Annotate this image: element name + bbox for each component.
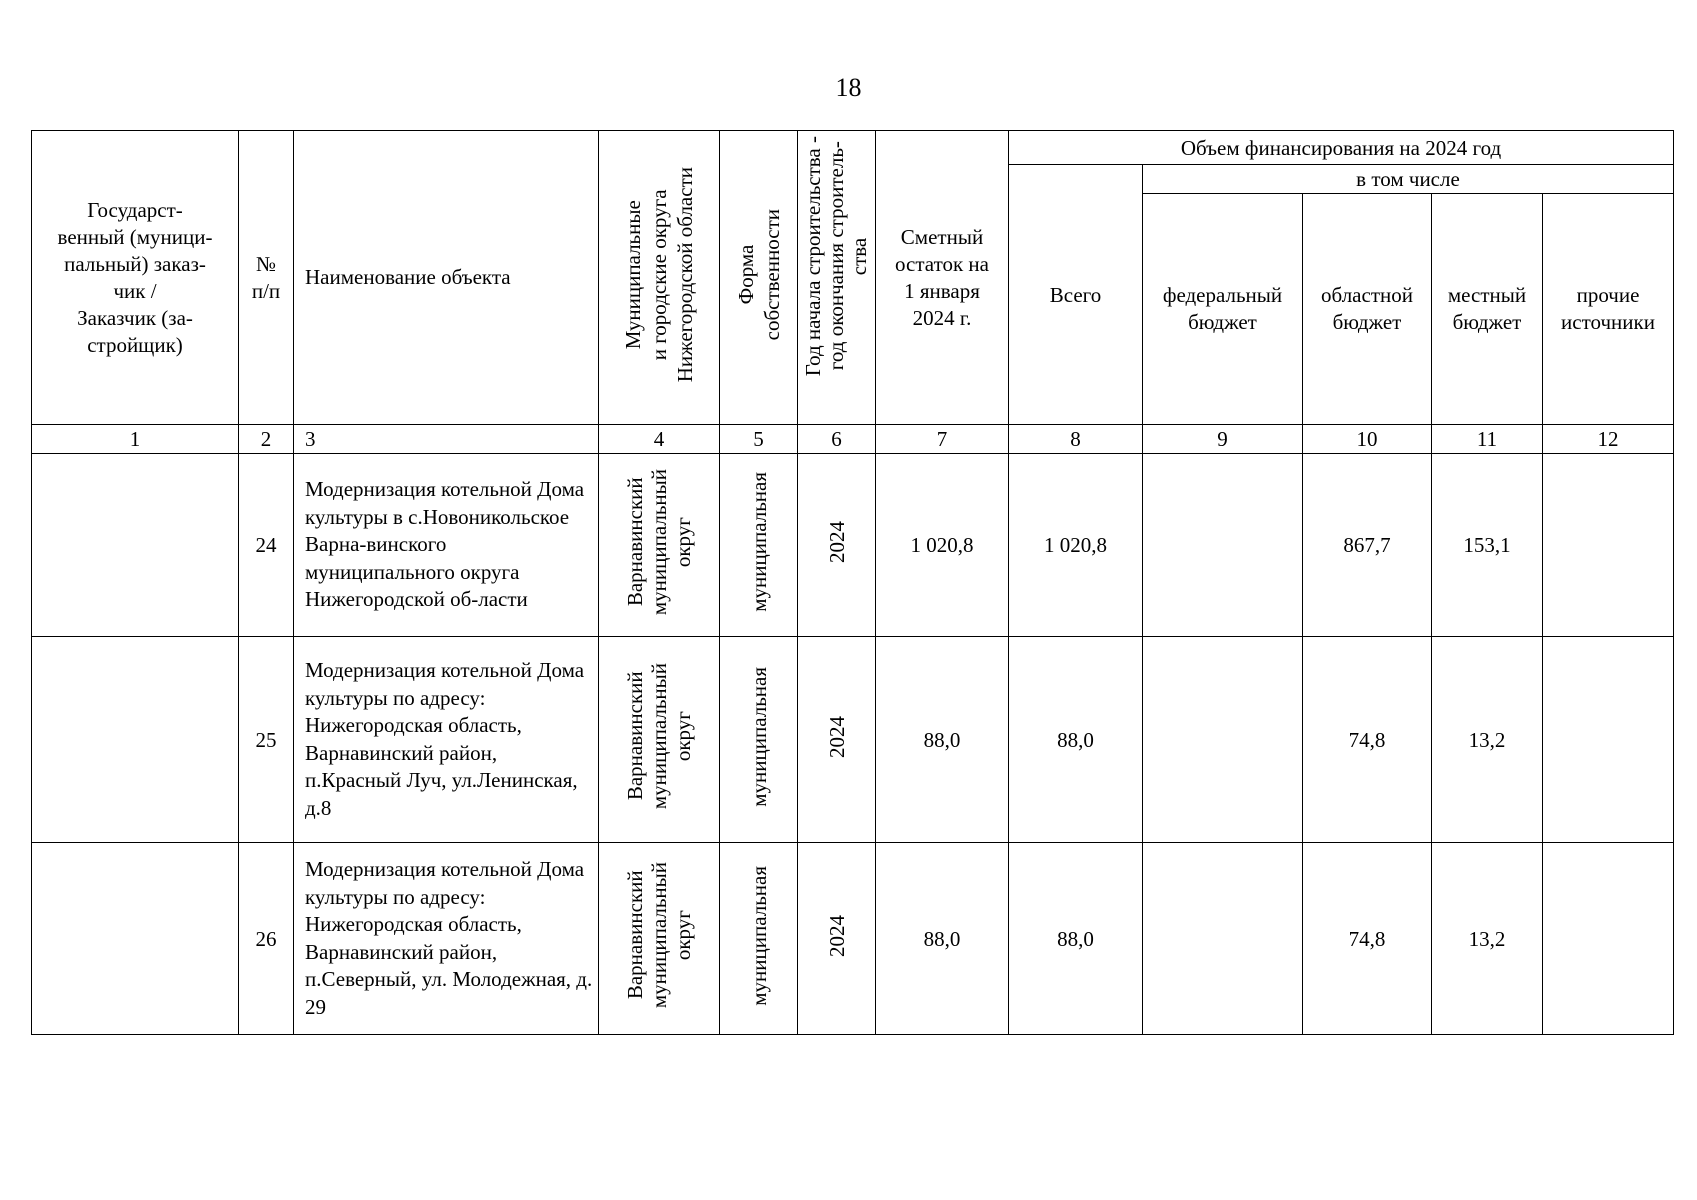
row-ownership xyxy=(720,637,798,843)
header-object-name: Наименование объекта xyxy=(294,131,599,425)
row-municipality-text: Варнавинский муниципальный округ xyxy=(623,663,695,810)
row-customer xyxy=(32,637,239,843)
header-years-text: Год начала строительства - год окончания строитель- ства xyxy=(801,135,871,376)
column-number: 3 xyxy=(294,425,599,454)
row-object-name: Модернизация котельной Дома культуры в с.Новоникольское Варна-винского муниципального округа Нижегородской об-ласти xyxy=(294,454,599,637)
row-other xyxy=(1543,843,1674,1035)
column-number: 4 xyxy=(599,425,720,454)
row-ownership xyxy=(720,454,798,637)
row-ownership-text: муниципальная xyxy=(746,666,771,807)
row-federal xyxy=(1143,843,1303,1035)
table-row xyxy=(32,454,1674,637)
financing-table xyxy=(31,130,1674,1035)
row-regional: 867,7 xyxy=(1303,454,1432,637)
header-customer: Государст- венный (муници- пальный) заказ- чик / Заказчик (за- стройщик) xyxy=(32,131,239,425)
row-estimated-remainder: 88,0 xyxy=(876,843,1009,1035)
column-number: 6 xyxy=(798,425,876,454)
header-row-1 xyxy=(32,131,1674,165)
row-municipality xyxy=(599,843,720,1035)
column-number: 10 xyxy=(1303,425,1432,454)
column-number: 9 xyxy=(1143,425,1303,454)
row-local: 13,2 xyxy=(1432,637,1543,843)
header-local: местный бюджет xyxy=(1432,194,1543,425)
column-number: 11 xyxy=(1432,425,1543,454)
row-ownership-text: муниципальная xyxy=(746,865,771,1006)
row-object-name: Модернизация котельной Дома культуры по адресу: Нижегородская область, Варнавинский район, п.Северный, ул. Молодежная, д. 29 xyxy=(294,843,599,1035)
row-total: 88,0 xyxy=(1009,843,1143,1035)
row-customer xyxy=(32,454,239,637)
row-total: 88,0 xyxy=(1009,637,1143,843)
row-years xyxy=(798,637,876,843)
header-federal: федеральный бюджет xyxy=(1143,194,1303,425)
row-object-name: Модернизация котельной Дома культуры по адресу: Нижегородская область, Варнавинский район, п.Красный Луч, ул.Ленинская, д.8 xyxy=(294,637,599,843)
row-local: 13,2 xyxy=(1432,843,1543,1035)
row-years-text: 2024 xyxy=(824,914,849,957)
header-other: прочие источники xyxy=(1543,194,1674,425)
column-number: 8 xyxy=(1009,425,1143,454)
row-years xyxy=(798,454,876,637)
header-municipality-text: Муниципальные и городские округа Нижегородской области xyxy=(621,166,697,383)
column-number: 12 xyxy=(1543,425,1674,454)
row-customer xyxy=(32,843,239,1035)
row-number: 26 xyxy=(239,843,294,1035)
header-total: Всего xyxy=(1009,165,1143,425)
row-number: 25 xyxy=(239,637,294,843)
header-years xyxy=(798,131,876,425)
row-municipality-text: Варнавинский муниципальный округ xyxy=(623,468,695,616)
header-ownership-text: Форма собственности xyxy=(733,208,784,341)
row-ownership-text: муниципальная xyxy=(746,472,771,612)
row-years xyxy=(798,843,876,1035)
row-municipality xyxy=(599,454,720,637)
row-federal xyxy=(1143,637,1303,843)
header-ownership xyxy=(720,131,798,425)
row-total: 1 020,8 xyxy=(1009,454,1143,637)
header-municipality xyxy=(599,131,720,425)
column-number: 5 xyxy=(720,425,798,454)
row-other xyxy=(1543,637,1674,843)
row-years-text: 2024 xyxy=(824,715,849,758)
row-local: 153,1 xyxy=(1432,454,1543,637)
header-funding-group: Объем финансирования на 2024 год xyxy=(1009,131,1674,165)
header-number: № п/п xyxy=(239,131,294,425)
page-number: 18 xyxy=(835,73,862,102)
column-number: 1 xyxy=(32,425,239,454)
row-estimated-remainder: 1 020,8 xyxy=(876,454,1009,637)
header-years-clip xyxy=(798,136,875,420)
column-number: 7 xyxy=(876,425,1009,454)
row-estimated-remainder: 88,0 xyxy=(876,637,1009,843)
table-row xyxy=(32,637,1674,843)
row-municipality xyxy=(599,637,720,843)
row-ownership xyxy=(720,843,798,1035)
row-regional: 74,8 xyxy=(1303,637,1432,843)
row-other xyxy=(1543,454,1674,637)
table-row xyxy=(32,843,1674,1035)
header-regional: областной бюджет xyxy=(1303,194,1432,425)
row-municipality-text: Варнавинский муниципальный округ xyxy=(623,862,695,1009)
row-years-text: 2024 xyxy=(824,521,849,563)
row-federal xyxy=(1143,454,1303,637)
header-including: в том числе xyxy=(1143,165,1674,194)
column-number: 2 xyxy=(239,425,294,454)
column-numbers-row xyxy=(32,425,1674,454)
header-estimated-remainder: Сметный остаток на 1 января 2024 г. xyxy=(876,131,1009,425)
row-regional: 74,8 xyxy=(1303,843,1432,1035)
row-number: 24 xyxy=(239,454,294,637)
